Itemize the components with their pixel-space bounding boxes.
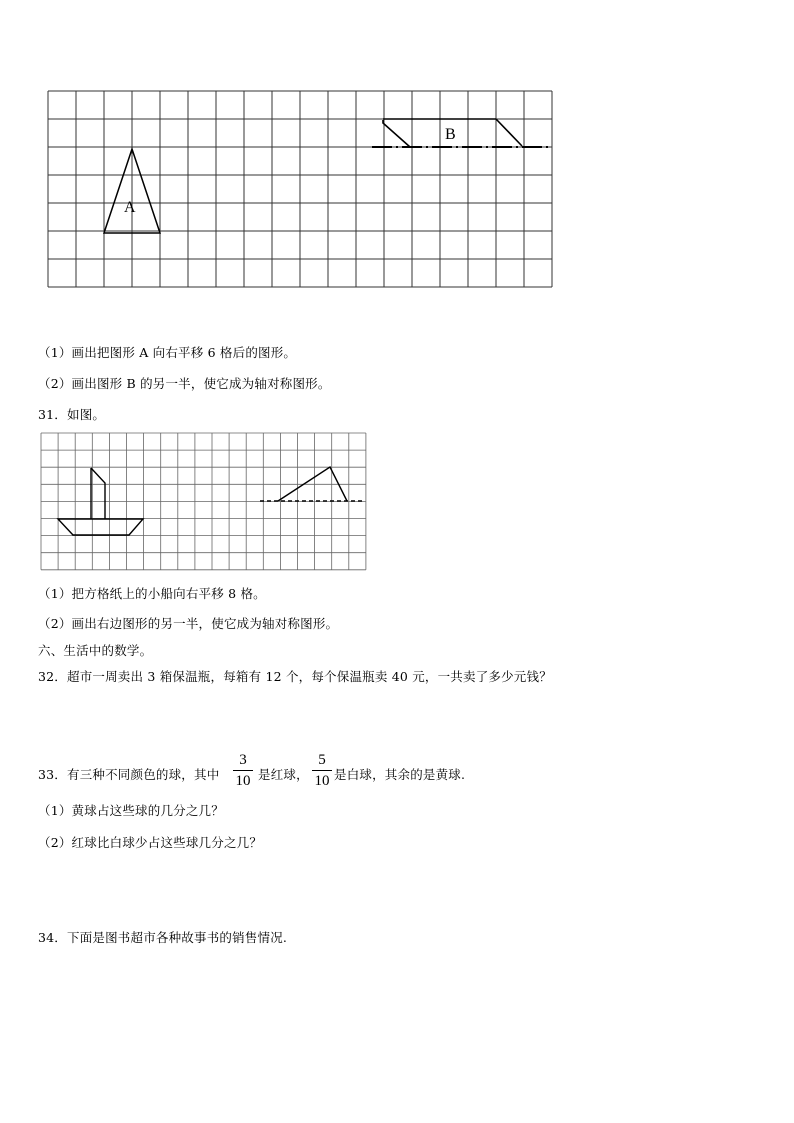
q31-title: 31．如图。 (38, 407, 106, 422)
shape-b-label: B (445, 126, 456, 143)
fraction2-numerator: 5 (318, 752, 326, 768)
shape-b-right-slant (496, 119, 522, 146)
fraction2-bar (312, 770, 332, 771)
q30-sub1: （1）画出把图形 A 向右平移 6 格后的图形。 (38, 345, 297, 360)
q33-mid: 是红球， (258, 767, 309, 782)
shape-a-label: A (124, 199, 136, 216)
q31-sub1: （1）把方格纸上的小船向右平移 8 格。 (38, 586, 266, 601)
fraction-three-tenths (233, 752, 253, 789)
q30-sub2: （2）画出图形 B 的另一半，使它成为轴对称图形。 (38, 376, 331, 391)
q33-sub1: （1）黄球占这些球的几分之几？ (38, 803, 224, 818)
q32-text: 32．超市一周卖出 3 箱保温瓶，每箱有 12 个，每个保温瓶卖 40 元，一共卖了多少元钱？ (38, 669, 552, 684)
fraction1-denominator: 10 (235, 773, 251, 789)
q33-suffix: 是白球，其余的是黄球. (334, 767, 466, 782)
boat-sail-right (91, 468, 105, 519)
boat-hull (58, 519, 143, 535)
fraction1-numerator: 3 (239, 752, 247, 768)
fraction-five-tenths (312, 752, 332, 789)
grid-figure-1 (0, 0, 794, 300)
shape-b-half-outline (383, 120, 410, 147)
fraction1-bar (233, 770, 253, 771)
q34-text: 34．下面是图书超市各种故事书的销售情况. (38, 930, 288, 945)
q31-sub2: （2）画出右边图形的另一半，使它成为轴对称图形。 (38, 616, 339, 631)
q33-sub2: （2）红球比白球少占这些球几分之几？ (38, 835, 263, 850)
grid-figure-2 (0, 420, 794, 580)
q33-prefix: 33．有三种不同颜色的球，其中 (38, 767, 220, 782)
fraction2-denominator: 10 (314, 773, 330, 789)
section6-title: 六、生活中的数学。 (38, 643, 153, 658)
grid-lines (48, 91, 552, 287)
